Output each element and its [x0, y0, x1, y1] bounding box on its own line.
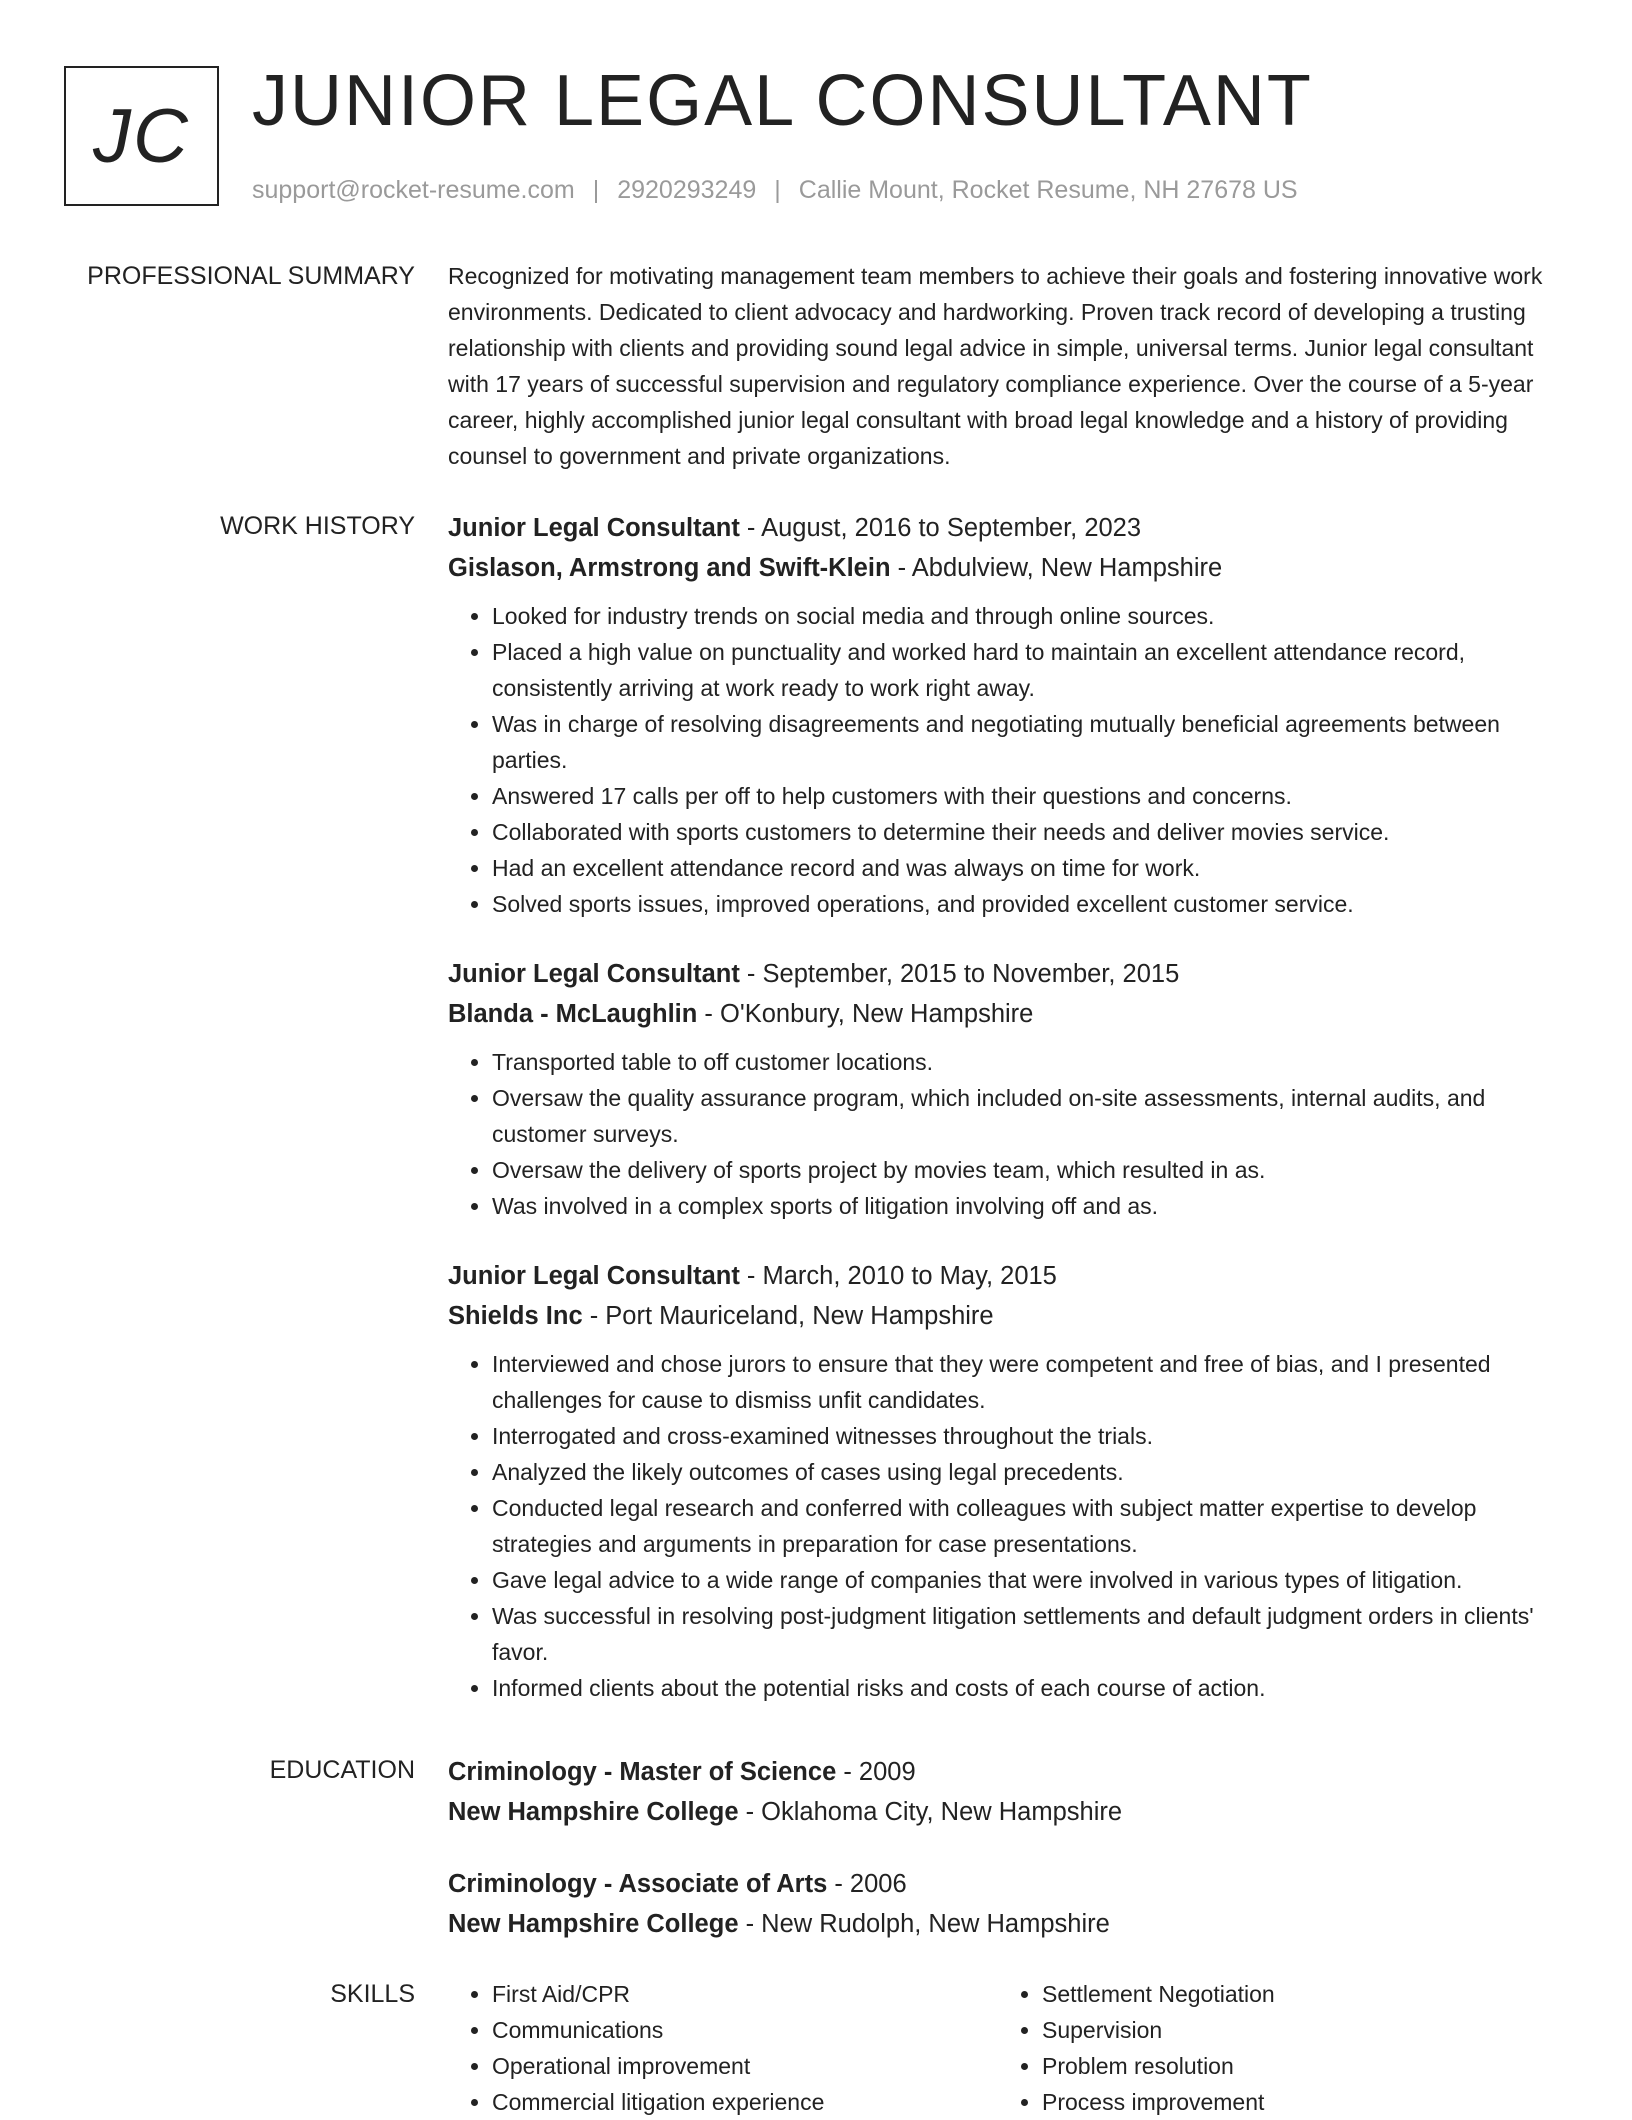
- job-dates: - August, 2016 to September, 2023: [739, 514, 1142, 542]
- skills-label: SKILLS: [330, 1980, 415, 2008]
- skill-item: • Commercial litigation experience: [492, 2084, 998, 2120]
- job-bullet: • Placed a high value on punctuality and worked hard to maintain an excellent attendance record, consistently arriving at work ready to work right away.: [492, 634, 1568, 706]
- initials: JC: [93, 93, 190, 179]
- skill-item: • Communications: [492, 2012, 998, 2048]
- edu-year: - 2006: [827, 1870, 907, 1898]
- summary-text: Recognized for motivating management team members to achieve their goals and fostering innovative work environments. Dedicated to client advocacy and hardworking. Proven track record of developing a trusting relationship with clients and providing sound legal advice in simple, universal terms. Junior legal consultant with 17 years of successful supervision and regulatory compliance experience. Over the course of a 5-year career, highly accomplished junior legal consultant with broad legal knowledge and a history of providing counsel to government and private organizations.: [448, 263, 1543, 469]
- education-entry: [448, 1864, 1568, 1944]
- work-history-label: WORK HISTORY: [220, 512, 415, 540]
- job-bullet: • Answered 17 calls per off to help customers with their questions and concerns.: [492, 778, 1568, 814]
- summary-label: PROFESSIONAL SUMMARY: [87, 262, 415, 290]
- contact-separator: |: [592, 176, 600, 204]
- edu-degree: Criminology - Associate of Arts: [448, 1870, 828, 1898]
- skills-list-right: [998, 1976, 1548, 2120]
- contact-line: [252, 174, 1298, 206]
- job-bullet: • Solved sports issues, improved operations, and provided excellent customer service.: [492, 886, 1568, 922]
- job-title: Junior Legal Consultant: [448, 960, 740, 988]
- job-bullet: • Gave legal advice to a wide range of companies that were involved in various types of litigation.: [492, 1562, 1568, 1598]
- contact-phone: 2920293249: [617, 176, 757, 204]
- job-bullet: • Interrogated and cross-examined witnesses throughout the trials.: [492, 1418, 1568, 1454]
- job-dates: - March, 2010 to May, 2015: [739, 1262, 1057, 1290]
- contact-separator: |: [774, 176, 781, 204]
- job-company: Shields Inc: [448, 1302, 583, 1330]
- job-entry: [448, 954, 1568, 1224]
- job-bullet: • Had an excellent attendance record and was always on time for work.: [492, 850, 1568, 886]
- skill-item: • Supervision: [1042, 2012, 1548, 2048]
- edu-school: New Hampshire College: [448, 1798, 739, 1826]
- resume-title: JUNIOR LEGAL CONSULTANT: [252, 61, 1313, 141]
- job-bullet: • Transported table to off customer locations.: [492, 1044, 1568, 1080]
- job-dates: - September, 2015 to November, 2015: [739, 960, 1180, 988]
- skill-item: • First Aid/CPR: [492, 1976, 998, 2012]
- job-bullet: • Looked for industry trends on social media and through online sources.: [492, 598, 1568, 634]
- skill-item: • Process improvement: [1042, 2084, 1548, 2120]
- job-bullet: • Collaborated with sports customers to determine their needs and deliver movies service.: [492, 814, 1568, 850]
- job-title: Junior Legal Consultant: [448, 514, 740, 542]
- edu-location: - Oklahoma City, New Hampshire: [738, 1798, 1123, 1826]
- edu-year: - 2009: [836, 1758, 916, 1786]
- job-bullets: [448, 1346, 1568, 1706]
- job-bullet: • Was involved in a complex sports of litigation involving off and as.: [492, 1188, 1568, 1224]
- job-company: Gislason, Armstrong and Swift-Klein: [448, 554, 891, 582]
- skill-item: • Settlement Negotiation: [1042, 1976, 1548, 2012]
- job-location: - Abdulview, New Hampshire: [890, 554, 1223, 582]
- education-label: EDUCATION: [269, 1756, 415, 1784]
- job-company: Blanda - McLaughlin: [448, 1000, 698, 1028]
- job-bullet: • Was in charge of resolving disagreements and negotiating mutually beneficial agreements between parties.: [492, 706, 1568, 778]
- job-title: Junior Legal Consultant: [448, 1262, 740, 1290]
- edu-location: - New Rudolph, New Hampshire: [738, 1910, 1110, 1938]
- job-bullet: • Oversaw the quality assurance program, which included on-site assessments, internal audits, and customer surveys.: [492, 1080, 1568, 1152]
- skills-list-left: [448, 1976, 998, 2120]
- job-entry: [448, 508, 1568, 922]
- skill-item: • Problem resolution: [1042, 2048, 1548, 2084]
- contact-email: support@rocket-resume.com: [252, 176, 575, 204]
- job-bullets: [448, 1044, 1568, 1224]
- job-bullets: [448, 598, 1568, 922]
- job-bullet: • Informed clients about the potential risks and costs of each course of action.: [492, 1670, 1568, 1706]
- job-entry: [448, 1256, 1568, 1706]
- job-location: - O'Konbury, New Hampshire: [697, 1000, 1034, 1028]
- job-bullet: • Conducted legal research and conferred with colleagues with subject matter expertise to develop strategies and arguments in preparation for case presentations.: [492, 1490, 1568, 1562]
- job-bullet: • Interviewed and chose jurors to ensure that they were competent and free of bias, and I presented challenges for cause to dismiss unfit candidates.: [492, 1346, 1568, 1418]
- contact-address: Callie Mount, Rocket Resume, NH 27678 US: [798, 176, 1298, 204]
- skill-item: • Operational improvement: [492, 2048, 998, 2084]
- job-bullet: • Oversaw the delivery of sports project by movies team, which resulted in as.: [492, 1152, 1568, 1188]
- job-bullet: • Was successful in resolving post-judgment litigation settlements and default judgment orders in clients' favor.: [492, 1598, 1568, 1670]
- job-bullet: • Analyzed the likely outcomes of cases using legal precedents.: [492, 1454, 1568, 1490]
- edu-school: New Hampshire College: [448, 1910, 739, 1938]
- job-location: - Port Mauriceland, New Hampshire: [582, 1302, 994, 1330]
- monogram-logo: [64, 66, 219, 206]
- edu-degree: Criminology - Master of Science: [448, 1758, 837, 1786]
- education-entry: [448, 1752, 1568, 1832]
